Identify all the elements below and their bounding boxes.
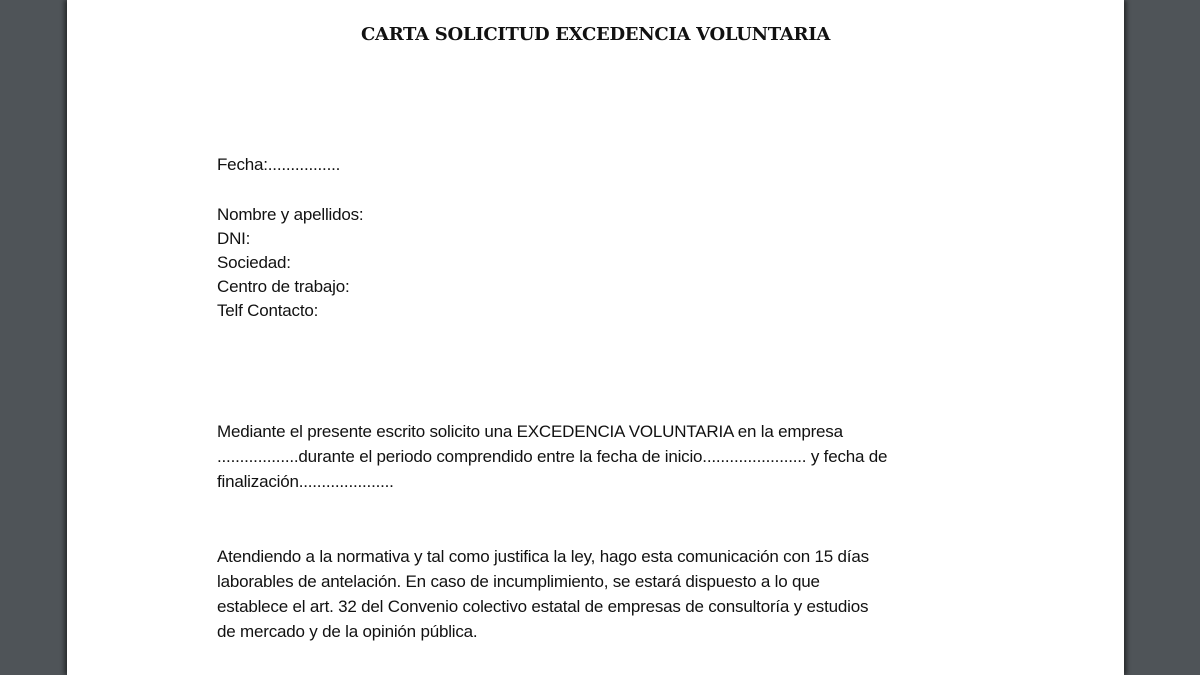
field-nombre: Nombre y apellidos: xyxy=(217,205,364,224)
paragraph-line: establece el art. 32 del Convenio colectivo estatal de empresas de consultoría y estudios xyxy=(217,597,869,616)
document-title: CARTA SOLICITUD EXCEDENCIA VOLUNTARIA xyxy=(361,24,830,45)
legal-paragraph xyxy=(217,544,869,644)
fecha-line: Fecha:................ xyxy=(217,155,341,174)
paragraph-line: laborables de antelación. En caso de incumplimiento, se estará dispuesto a lo que xyxy=(217,572,820,591)
paragraph-line: de mercado y de la opinión pública. xyxy=(217,622,478,641)
paragraph-line: finalización..................... xyxy=(217,472,394,491)
paragraph-line: ..................durante el periodo comprendido entre la fecha de inicio....................... y fecha de xyxy=(217,447,888,466)
field-sociedad: Sociedad: xyxy=(217,253,291,272)
paragraph-line: Mediante el presente escrito solicito una EXCEDENCIA VOLUNTARIA en la empresa xyxy=(217,422,843,441)
field-dni: DNI: xyxy=(217,229,251,248)
request-paragraph xyxy=(217,419,887,494)
field-centro: Centro de trabajo: xyxy=(217,277,350,296)
field-telefono: Telf Contacto: xyxy=(217,301,319,320)
personal-fields xyxy=(217,203,363,323)
paragraph-line: Atendiendo a la normativa y tal como justifica la ley, hago esta comunicación con 15 días xyxy=(217,547,869,566)
document-page xyxy=(67,0,1124,675)
